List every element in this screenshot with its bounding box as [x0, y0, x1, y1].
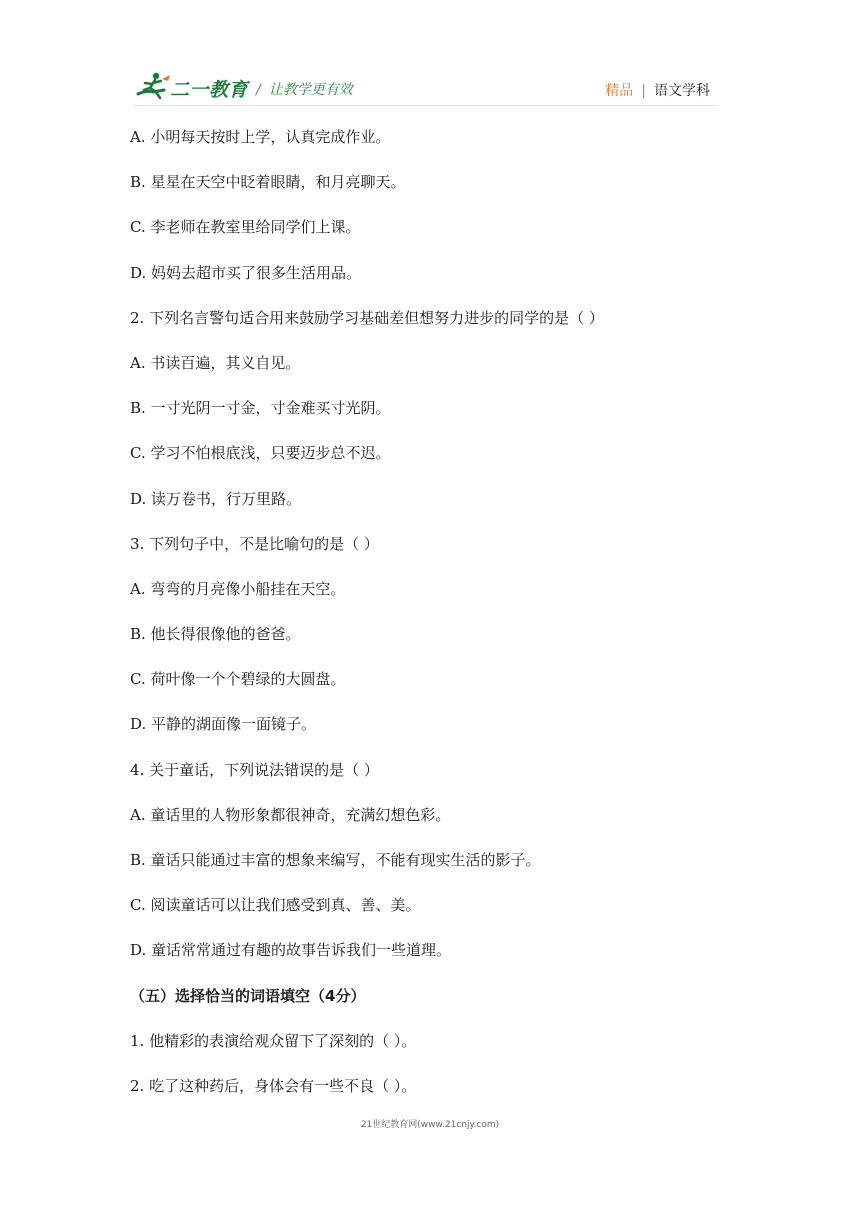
option-line: D. 平静的湖面像一面镜子。: [130, 715, 317, 734]
quality-label: 精品: [605, 83, 634, 99]
option-line: C. 阅读童话可以让我们感受到真、善、美。: [130, 896, 421, 915]
option-line: C. 荷叶像一个个碧绿的大圆盘。: [130, 670, 346, 689]
option-line: B. 他长得很像他的爸爸。: [130, 625, 301, 644]
header-divider: [134, 105, 716, 106]
question-line: 2. 吃了这种药后，身体会有一些不良（ ）。: [130, 1076, 417, 1095]
option-line: B. 一寸光阴一寸金，寸金难买寸光阴。: [130, 399, 391, 418]
brand-name: 二一教育: [170, 79, 249, 101]
option-line: D. 妈妈去超市买了很多生活用品。: [130, 263, 362, 282]
question-line: 2. 下列名言警句适合用来鼓励学习基础差但想努力进步的同学的是（ ）: [130, 308, 604, 327]
option-line: A. 童话里的人物形象都很神奇，充满幻想色彩。: [130, 805, 451, 824]
slogan-text: 让教学更有效: [268, 82, 353, 98]
option-line: C. 学习不怕根底浅，只要迈步总不迟。: [130, 444, 391, 463]
section-heading: （五）选择恰当的词语填空（4分）: [130, 986, 366, 1005]
document-body: [130, 122, 730, 1116]
option-line: D. 童话常常通过有趣的故事告诉我们一些道理。: [130, 941, 452, 960]
question-line: 4. 关于童话，下列说法错误的是（ ）: [130, 760, 379, 779]
page-header: [134, 70, 716, 106]
runner-icon: [134, 70, 174, 102]
question-line: 1. 他精彩的表演给观众留下了深刻的（ ）。: [130, 1031, 417, 1050]
slogan-separator: /: [256, 82, 261, 98]
subject-tag: [605, 80, 710, 100]
option-line: B. 童话只能通过丰富的想象来编写，不能有现实生活的影子。: [130, 851, 541, 869]
page-footer: 21世纪教育网(www.21cnjy.com): [360, 1120, 500, 1130]
option-line: A. 小明每天按时上学，认真完成作业。: [130, 128, 391, 146]
subject-label: 语文学科: [654, 83, 710, 99]
option-line: D. 读万卷书，行万里路。: [130, 489, 302, 508]
header-slogan: [256, 79, 353, 99]
option-line: A. 弯弯的月亮像小船挂在天空。: [130, 579, 346, 598]
option-line: C. 李老师在教室里给同学们上课。: [130, 218, 361, 237]
option-line: A. 书读百遍，其义自见。: [130, 353, 301, 372]
tag-separator: |: [641, 83, 646, 99]
option-line: B. 星星在天空中眨着眼睛，和月亮聊天。: [130, 173, 406, 192]
brand-logo: [134, 70, 249, 102]
question-line: 3. 下列句子中，不是比喻句的是（ ）: [130, 534, 379, 553]
